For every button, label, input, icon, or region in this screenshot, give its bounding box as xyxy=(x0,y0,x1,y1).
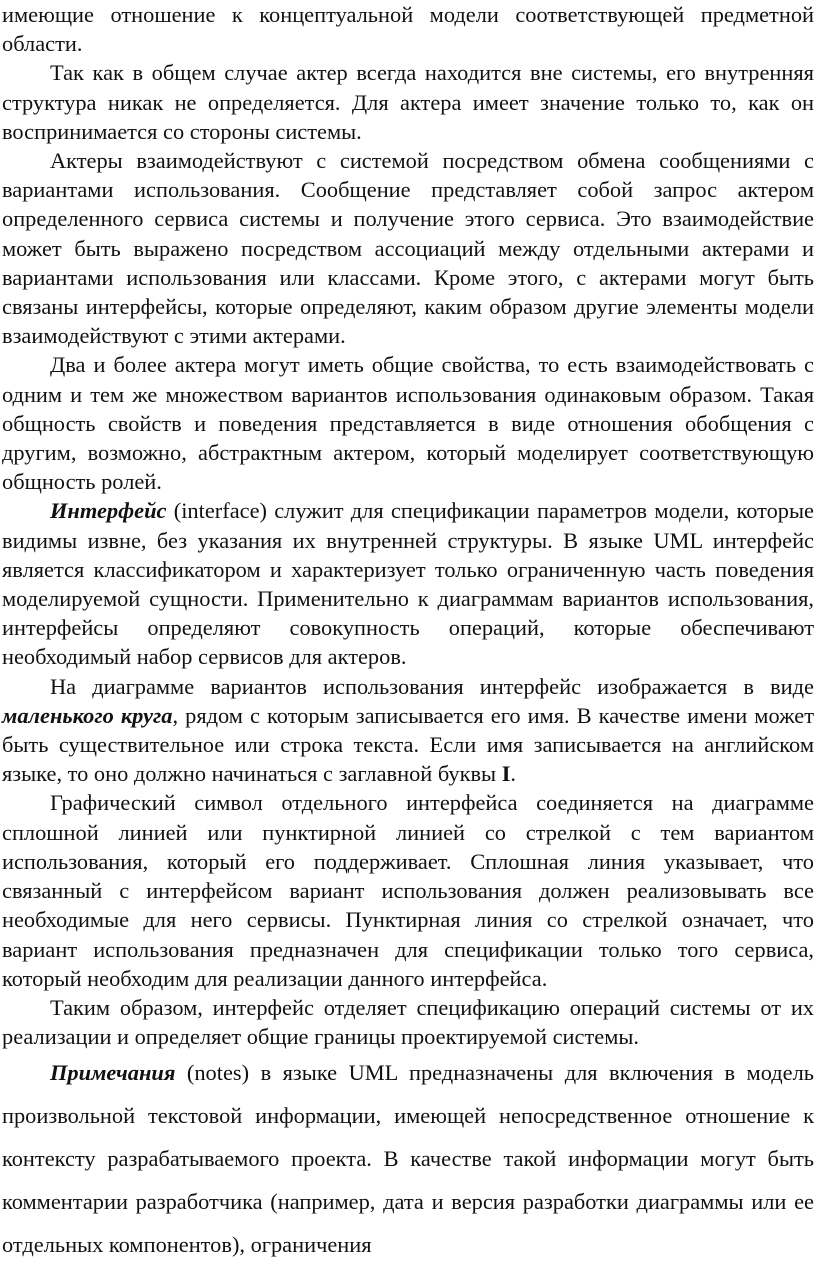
paragraph-text: Два и более актера могут иметь общие свойства, то есть взаимодействовать с одним и тем же множеством вариантов использования одинаковым образом. Такая общность свойств и поведения представляется в виде отношения обобщения с другим, возможно, абстрактным актером, который моделирует соответствующую общность ролей. xyxy=(2,352,814,495)
paragraph-actor-interaction xyxy=(2,146,814,350)
paragraph-continuation xyxy=(2,0,814,58)
paragraph-text: имеющие отношение к концептуальной модели соответствующей предметной области. xyxy=(2,2,814,57)
term-small-circle: маленького круга xyxy=(2,702,173,728)
term-interface: Интерфейс xyxy=(50,498,167,524)
paragraph-text: Так как в общем случае актер всегда находится вне системы, его внутренняя структура никак не определяется. Для актера имеет значение только то, как он воспринимается со стороны системы. xyxy=(2,60,814,144)
paragraph-text: (interface) служит для спецификации параметров модели, которые видимы извне, без указания их внутренней структуры. В языке UML интерфейс является классификатором и характеризует только ограниченную часть поведения моделируемой сущности. Применительно к диаграммам вариантов использования, интерфейсы определяют совокупность операций, которые обеспечивают необходимый набор сервисов для актеров. xyxy=(2,498,814,670)
letter-i: I xyxy=(501,761,511,787)
term-notes: Примечания xyxy=(50,1060,176,1086)
paragraph-interface-notation xyxy=(2,672,814,789)
paragraph-interface-connection xyxy=(2,788,814,992)
paragraph-text: Актеры взаимодействуют с системой посредством обмена сообщениями с вариантами использования. Сообщение представляет собой запрос актером определенного сервиса системы и получение этого сервиса. Это взаимодействие может быть выражено посредством ассоциаций между отдельными актерами и вариантами использования или классами. Кроме этого, с актерами могут быть связаны интерфейсы, которые определяют, каким образом другие элементы модели взаимодействуют с этими актерами. xyxy=(2,148,814,349)
paragraph-actor-structure xyxy=(2,58,814,146)
paragraph-actor-generalization xyxy=(2,350,814,496)
paragraph-notes xyxy=(2,1051,814,1266)
paragraph-interface-definition xyxy=(2,496,814,671)
paragraph-text: Таким образом, интерфейс отделяет спецификацию операций системы от их реализации и определяет общие границы проектируемой системы. xyxy=(2,994,814,1050)
paragraph-text: , рядом с которым записывается его имя. В качестве имени может быть существительное или строка текста. Если имя записывается на английском языке, то оно должно начинаться с заглавной буквы xyxy=(2,702,814,787)
paragraph-text: (notes) в языке UML предназначены для включения в модель произвольной текстовой информации, имеющей непосредственное отношение к контексту разрабатываемого проекта. В качестве такой информации могут быть комментарии разработчика (например, дата и версия разработки диаграммы или ее отдельных компонентов), ограничения xyxy=(2,1060,814,1258)
paragraph-text: Графический символ отдельного интерфейса соединяется на диаграмме сплошной линией или пунктирной линией со стрелкой с тем вариантом использования, который его поддерживает. Сплошная линия указывает, что связанный с интерфейсом вариант использования должен реализовывать все необходимые для него сервисы. Пунктирная линия со стрелкой означает, что вариант использования предназначен для спецификации только того сервиса, который необходим для реализации данного интерфейса. xyxy=(2,790,814,991)
paragraph-interface-summary xyxy=(2,993,814,1051)
paragraph-text: На диаграмме вариантов использования интерфейс изображается в виде xyxy=(50,673,814,699)
paragraph-text: . xyxy=(510,761,517,787)
